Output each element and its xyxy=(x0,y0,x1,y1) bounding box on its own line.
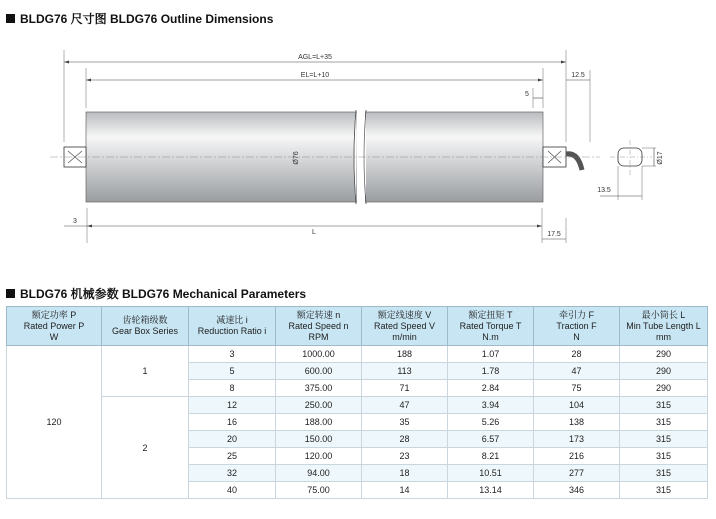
table-cell: 188 xyxy=(362,346,448,363)
dim-l: L xyxy=(312,229,316,236)
dim-12-5: 12.5 xyxy=(571,72,585,79)
table-cell: 23 xyxy=(362,448,448,465)
power-cable xyxy=(566,154,582,170)
table-cell: 40 xyxy=(189,482,276,499)
table-header-row xyxy=(7,307,708,346)
table-cell: 6.57 xyxy=(448,431,534,448)
table-cell: 375.00 xyxy=(276,380,362,397)
table-cell: 2.84 xyxy=(448,380,534,397)
table-cell: 94.00 xyxy=(276,465,362,482)
column-header-line: 额定功率 P xyxy=(31,309,77,320)
dim-3: 3 xyxy=(73,218,77,225)
table-cell: 35 xyxy=(362,414,448,431)
table-cell: 600.00 xyxy=(276,363,362,380)
column-header xyxy=(102,307,189,346)
table-cell: 13.14 xyxy=(448,482,534,499)
column-header xyxy=(534,307,620,346)
table-cell: 47 xyxy=(362,397,448,414)
column-header-line: RPM xyxy=(308,331,329,342)
column-header-line: 最小筒长 L xyxy=(641,309,686,320)
dim-13-5: 13.5 xyxy=(597,187,611,194)
column-header-line: W xyxy=(49,331,59,342)
column-header xyxy=(620,307,708,346)
column-header xyxy=(189,307,276,346)
table-cell: 25 xyxy=(189,448,276,465)
column-header-line: Gear Box Series xyxy=(111,326,179,336)
table-cell: 1000.00 xyxy=(276,346,362,363)
table-cell: 277 xyxy=(534,465,620,482)
table-cell: 18 xyxy=(362,465,448,482)
table-cell: 315 xyxy=(620,431,708,448)
table-cell: 315 xyxy=(620,448,708,465)
dim-17-5: 17.5 xyxy=(547,231,561,238)
table-cell: 14 xyxy=(362,482,448,499)
table-cell: 71 xyxy=(362,380,448,397)
table-cell: 138 xyxy=(534,414,620,431)
table-cell: 20 xyxy=(189,431,276,448)
table-cell: 28 xyxy=(534,346,620,363)
table-cell: 3 xyxy=(189,346,276,363)
column-header-line: Rated Speed V xyxy=(373,320,436,331)
table-cell: 104 xyxy=(534,397,620,414)
column-header-line: Rated Power P xyxy=(23,320,85,331)
table-row xyxy=(7,397,708,414)
column-header-line: mm xyxy=(656,331,671,342)
outline-dimensions-drawing xyxy=(0,30,716,280)
table-cell: 290 xyxy=(620,380,708,397)
table-cell: 290 xyxy=(620,363,708,380)
dim-agl: AGL=L+35 xyxy=(298,54,332,61)
column-header-line: 牵引力 F xyxy=(559,309,594,320)
column-header-line: Reduction Ratio i xyxy=(197,326,267,336)
square-bullet-icon xyxy=(6,14,15,23)
table-cell: 75.00 xyxy=(276,482,362,499)
column-header xyxy=(276,307,362,346)
column-header-line: Rated Speed n xyxy=(288,320,349,331)
column-header-line: m/min xyxy=(392,331,417,342)
dim-el: EL=L+10 xyxy=(300,72,330,79)
column-header-line: 齿轮箱级数 xyxy=(122,315,168,325)
gear-box-series-cell: 1 xyxy=(102,346,189,397)
dim-5: 5 xyxy=(525,91,529,98)
table-cell: 120.00 xyxy=(276,448,362,465)
table-cell: 290 xyxy=(620,346,708,363)
column-header xyxy=(448,307,534,346)
outline-dimensions-title-text: BLDG76 尺寸图 BLDG76 Outline Dimensions xyxy=(20,12,274,26)
column-header-line: 额定线速度 V xyxy=(377,309,432,320)
table-cell: 8 xyxy=(189,380,276,397)
column-header xyxy=(362,307,448,346)
table-cell: 16 xyxy=(189,414,276,431)
table-cell: 173 xyxy=(534,431,620,448)
column-header-line: Min Tube Length L xyxy=(626,320,701,331)
table-cell: 5 xyxy=(189,363,276,380)
table-cell: 1.78 xyxy=(448,363,534,380)
table-cell: 1.07 xyxy=(448,346,534,363)
dim-phi76: Ø76 xyxy=(293,151,300,165)
table-cell: 250.00 xyxy=(276,397,362,414)
table-cell: 216 xyxy=(534,448,620,465)
table-cell: 32 xyxy=(189,465,276,482)
column-header-line: 额定转速 n xyxy=(296,309,341,320)
table-cell: 315 xyxy=(620,397,708,414)
table-cell: 10.51 xyxy=(448,465,534,482)
square-bullet-icon xyxy=(6,289,15,298)
rated-power-cell: 120 xyxy=(7,346,102,499)
column-header-line: N.m xyxy=(482,331,499,342)
table-cell: 5.26 xyxy=(448,414,534,431)
column-header-line: 减速比 i xyxy=(216,315,248,325)
table-cell: 8.21 xyxy=(448,448,534,465)
table-cell: 346 xyxy=(534,482,620,499)
column-header-line: N xyxy=(573,331,580,342)
dim-phi17: Ø17 xyxy=(657,151,664,165)
table-cell: 75 xyxy=(534,380,620,397)
table-cell: 113 xyxy=(362,363,448,380)
table-cell: 12 xyxy=(189,397,276,414)
column-header xyxy=(7,307,102,346)
mechanical-parameters-title xyxy=(6,285,306,302)
table-cell: 28 xyxy=(362,431,448,448)
table-cell: 188.00 xyxy=(276,414,362,431)
column-header-line: Traction F xyxy=(556,320,597,331)
table-cell: 3.94 xyxy=(448,397,534,414)
column-header-line: Rated Torque T xyxy=(459,320,522,331)
table-cell: 315 xyxy=(620,482,708,499)
table-cell: 47 xyxy=(534,363,620,380)
mechanical-parameters-title-text: BLDG76 机械参数 BLDG76 Mechanical Parameters xyxy=(20,287,307,301)
table-cell: 150.00 xyxy=(276,431,362,448)
column-header-line: 额定扭矩 T xyxy=(468,309,513,320)
table-row xyxy=(7,346,708,363)
outline-dimensions-title xyxy=(6,10,273,27)
table-cell: 315 xyxy=(620,414,708,431)
mechanical-parameters-table xyxy=(6,306,708,499)
gear-box-series-cell: 2 xyxy=(102,397,189,499)
table-cell: 315 xyxy=(620,465,708,482)
